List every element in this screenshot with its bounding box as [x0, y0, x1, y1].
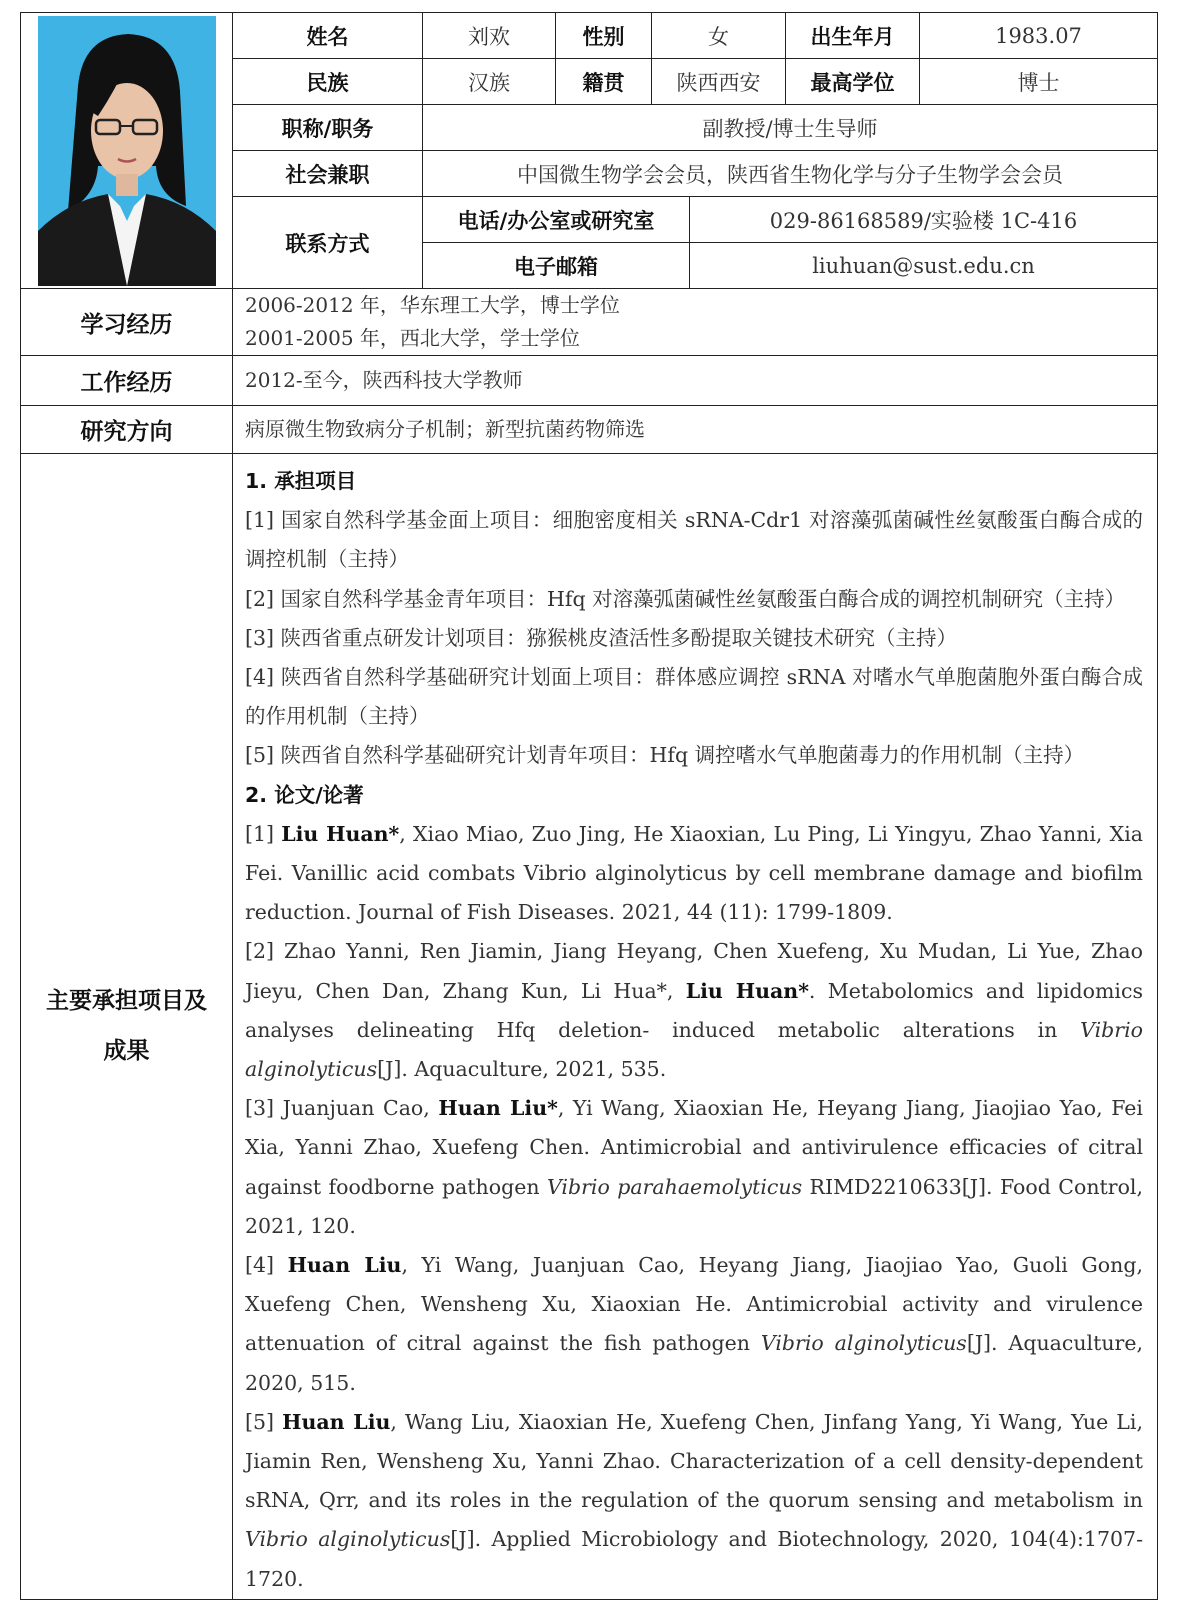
gender-value: 女 — [652, 13, 786, 59]
papers-heading: 2. 论文/论著 — [245, 782, 364, 807]
project-item: [4] 陕西省自然科学基础研究计划面上项目：群体感应调控 sRNA 对嗜水气单胞菌胞外蛋白酶合成的作用机制（主持） — [245, 665, 1143, 729]
paper-item: [5] Huan Liu, Wang Liu, Xiaoxian He, Xuefeng Chen, Jinfang Yang, Yi Wang, Yue Li, Jiamin Ren, Wensheng Xu, Yanni Zhao. Characterization of a cell density-dependent sRNA, Qrr, and its roles in the regulation of the quorum sensing and metabolism in Vibrio alginolyticus[J]. Applied Microbiology and Biotechnology, 2020, 104(4):1707-1720. — [245, 1409, 1143, 1591]
achievements-label-line: 成果 — [103, 1038, 150, 1065]
phone-value: 029-86168589/实验楼 1C-416 — [690, 197, 1158, 243]
paper-author-highlight: Huan Liu* — [438, 1096, 558, 1121]
project-item: [2] 国家自然科学基金青年项目：Hfq 对溶藻弧菌碱性丝氨酸蛋白酶合成的调控机制研究（主持） — [245, 586, 1126, 611]
title-label: 职称/职务 — [233, 105, 423, 151]
achievements-cell — [233, 454, 1158, 1600]
contact-label: 联系方式 — [233, 197, 423, 289]
profile-table — [20, 12, 1158, 1600]
paper-item: [4] Huan Liu, Yi Wang, Juanjuan Cao, Heyang Jiang, Jiaojiao Yao, Guoli Gong, Xuefeng Chen, Wensheng Xu, Xiaoxian He. Antimicrobial activity and virulence attenuation of citral against the fish pathogen Vibrio alginolyticus[J]. Aquaculture, 2020, 515. — [245, 1253, 1143, 1395]
gender-label: 性别 — [556, 13, 652, 59]
paper-author-highlight: Huan Liu — [282, 1409, 391, 1434]
work-label: 工作经历 — [21, 356, 233, 406]
origin-value: 陕西西安 — [652, 59, 786, 105]
education-item: 2006-2012 年，华东理工大学，博士学位 — [245, 293, 620, 317]
research-label: 研究方向 — [21, 406, 233, 454]
achievements-label-line: 主要承担项目及 — [46, 988, 207, 1015]
social-label: 社会兼职 — [233, 151, 423, 197]
achievements-label — [21, 454, 233, 1600]
project-item: [5] 陕西省自然科学基础研究计划青年项目：Hfq 调控嗜水气单胞菌毒力的作用机制（主持） — [245, 743, 1085, 768]
birth-label: 出生年月 — [786, 13, 920, 59]
photo-cell — [21, 13, 233, 289]
portrait-image — [38, 16, 216, 286]
phone-label: 电话/办公室或研究室 — [423, 197, 690, 243]
paper-item: [3] Juanjuan Cao, Huan Liu*, Yi Wang, Xiaoxian He, Heyang Jiang, Jiaojiao Yao, Fei Xia, Yanni Zhao, Xuefeng Chen. Antimicrobial and antivirulence efficacies of citral against foodborne pathogen Vibrio parahaemolyticus RIMD2210633[J]. Food Control, 2021, 120. — [245, 1096, 1143, 1238]
education-item: 2001-2005 年，西北大学，学士学位 — [245, 326, 580, 350]
project-item: [1] 国家自然科学基金面上项目：细胞密度相关 sRNA-Cdr1 对溶藻弧菌碱性丝氨酸蛋白酶合成的调控机制（主持） — [245, 508, 1143, 572]
education-label: 学习经历 — [21, 289, 233, 356]
name-value: 刘欢 — [423, 13, 556, 59]
education-cell — [233, 289, 1158, 356]
research-value: 病原微生物致病分子机制；新型抗菌药物筛选 — [233, 406, 1158, 454]
social-value: 中国微生物学会会员，陕西省生物化学与分子生物学会会员 — [423, 151, 1158, 197]
paper-author-highlight: Liu Huan* — [281, 821, 400, 846]
email-value: liuhuan@sust.edu.cn — [690, 243, 1158, 289]
projects-heading: 1. 承担项目 — [245, 469, 357, 493]
degree-label: 最高学位 — [786, 59, 920, 105]
profile-photo — [38, 16, 216, 286]
name-label: 姓名 — [233, 13, 423, 59]
ethnicity-value: 汉族 — [423, 59, 556, 105]
degree-value: 博士 — [920, 59, 1158, 105]
paper-item: [1] Liu Huan*, Xiao Miao, Zuo Jing, He Xiaoxian, Lu Ping, Li Yingyu, Zhao Yanni, Xia Fei. Vanillic acid combats Vibrio alginolyticus by cell membrane damage and biofilm reduction. Journal of Fish Diseases. 2021, 44 (11): 1799-1809. — [245, 821, 1143, 925]
paper-author-highlight: Huan Liu — [287, 1253, 402, 1278]
email-label: 电子邮箱 — [423, 243, 690, 289]
ethnicity-label: 民族 — [233, 59, 423, 105]
paper-author-highlight: Liu Huan* — [685, 978, 809, 1003]
origin-label: 籍贯 — [556, 59, 652, 105]
birth-value: 1983.07 — [920, 13, 1158, 59]
project-item: [3] 陕西省重点研发计划项目：猕猴桃皮渣活性多酚提取关键技术研究（主持） — [245, 625, 958, 650]
work-value: 2012-至今，陕西科技大学教师 — [233, 356, 1158, 406]
paper-item: [2] Zhao Yanni, Ren Jiamin, Jiang Heyang, Chen Xuefeng, Xu Mudan, Li Yue, Zhao Jieyu, Chen Dan, Zhang Kun, Li Hua*, Liu Huan*. Metabolomics and lipidomics analyses delineating Hfq deletion- induced metabolic alterations in Vibrio alginolyticus[J]. Aquaculture, 2021, 535. — [245, 939, 1143, 1082]
title-value: 副教授/博士生导师 — [423, 105, 1158, 151]
